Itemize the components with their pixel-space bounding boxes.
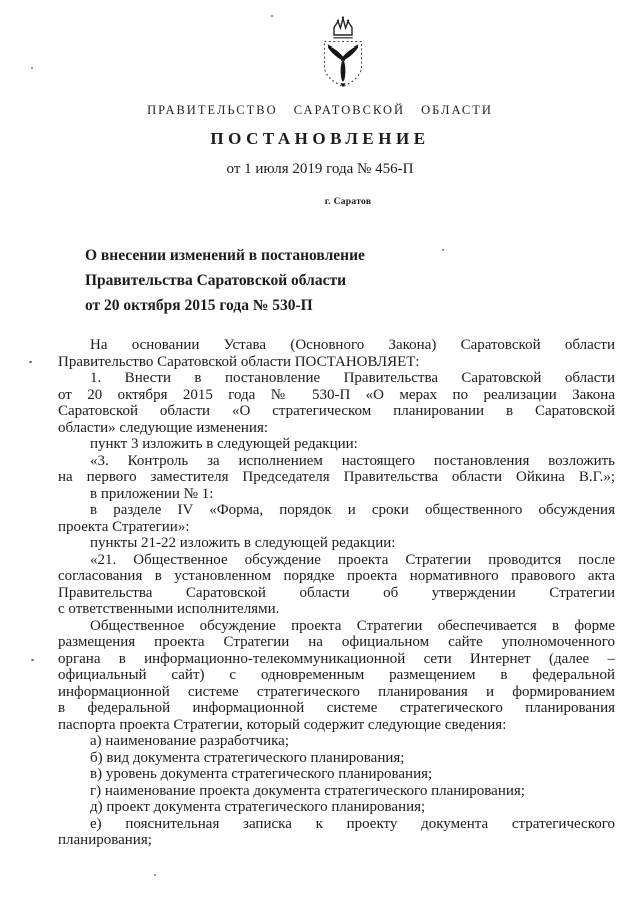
body-line: Правительства Саратовской области об утверждении Стратегии xyxy=(58,584,615,601)
scan-artifact xyxy=(31,659,34,661)
scan-artifact xyxy=(29,361,32,363)
body-line: пункты 21-22 изложить в следующей редакции: xyxy=(90,535,396,551)
body-line: с ответственными исполнителями. xyxy=(58,601,280,617)
scan-artifact xyxy=(154,874,156,876)
body-line: паспорта проекта Стратегии, который содержит следующие сведения: xyxy=(58,716,507,733)
body-line: д) проект документа стратегического планирования; xyxy=(90,799,426,815)
doc-title xyxy=(85,243,505,318)
body-line: «21. Общественное обсуждение проекта Стратегии проводится после xyxy=(90,551,615,568)
body-line: области» следующие изменения: xyxy=(58,419,269,436)
body-line: информационной системе стратегического планирования и формированием xyxy=(58,683,615,700)
body-line: размещения проекта Стратегии на официальном сайте уполномоченного xyxy=(58,634,615,650)
doc-title-line: О внесении изменений в постановление xyxy=(85,247,365,264)
body-line: в) уровень документа стратегического планирования; xyxy=(90,766,433,782)
body-line: Саратовской области «О стратегическом планировании в Саратовской xyxy=(58,403,615,419)
scan-artifact xyxy=(271,15,273,17)
body-line: официальный сайт) с одновременным размещением в федеральной xyxy=(58,667,615,683)
body-line: е) пояснительная записка к проекту документа стратегического xyxy=(90,815,615,832)
body-line: г) наименование проекта документа стратегического планирования; xyxy=(90,782,525,799)
doc-title-line: от 20 октября 2015 года № 530-П xyxy=(85,297,313,314)
scan-artifact xyxy=(442,249,444,251)
body-line: пункт 3 изложить в следующей редакции: xyxy=(90,436,358,452)
body-line: проекта Стратегии»: xyxy=(58,518,190,535)
body-line: На основании Устава (Основного Закона) Саратовской области xyxy=(90,337,615,353)
body-line: в приложении № 1: xyxy=(90,485,214,502)
saratov-oblast-coat-of-arms-icon xyxy=(320,15,366,91)
doc-body xyxy=(58,337,615,849)
body-line: Правительство Саратовской области ПОСТАНОВЛЯЕТ: xyxy=(58,353,420,370)
doc-title-line: Правительства Саратовской области xyxy=(85,272,346,289)
body-line: органа в информационно-телекоммуникационной сети Интернет (далее – xyxy=(58,650,615,667)
body-line: согласования в установленном порядке проекта нормативного правового акта xyxy=(58,568,615,584)
body-line: на первого заместителя Председателя Правительства области Ойкина В.Г.»; xyxy=(58,469,615,485)
body-line: б) вид документа стратегического планирования; xyxy=(90,749,405,766)
scan-artifact xyxy=(31,67,33,69)
body-line: 1. Внести в постановление Правительства Саратовской области xyxy=(90,370,615,386)
body-line: «3. Контроль за исполнением настоящего постановления возложить xyxy=(90,452,615,469)
doc-date-number: от 1 июля 2019 года № 456-П xyxy=(226,161,414,177)
doc-type-heading: ПОСТАНОВЛЕНИЕ xyxy=(210,129,430,148)
body-line: планирования; xyxy=(58,832,152,848)
body-line: Общественное обсуждение проекта Стратегии обеспечивается в форме xyxy=(90,617,615,634)
doc-city: г. Саратов xyxy=(324,197,372,207)
body-line: в разделе IV «Форма, порядок и сроки общественного обсуждения xyxy=(90,502,615,518)
org-name: ПРАВИТЕЛЬСТВО САРАТОВСКОЙ ОБЛАСТИ xyxy=(147,103,493,117)
body-line: а) наименование разработчика; xyxy=(90,733,289,749)
body-line: в федеральной информационной системе стратегического планирования xyxy=(58,700,615,716)
body-line: от 20 октября 2015 года № 530-П «О мерах по реализации Закона xyxy=(58,386,615,403)
